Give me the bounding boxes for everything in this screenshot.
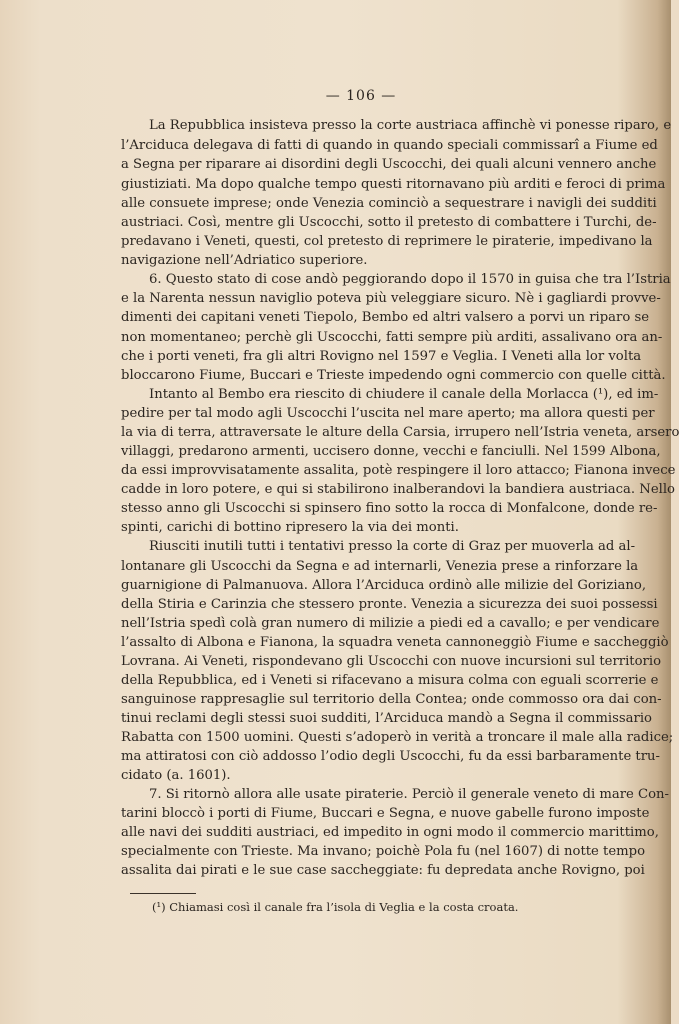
- text-line: tarini bloccò i porti di Fiume, Buccari e Segna, e nuove gabelle furono imposte: [121, 806, 650, 821]
- text-line: alle navi dei sudditi austriaci, ed impedito in ogni modo il commercio marittimo,: [121, 825, 659, 840]
- text-line: sanguinose rappresaglie sul territorio della Contea; onde commosso ora dai con-: [121, 692, 662, 707]
- text-line: non momentaneo; perchè gli Uscocchi, fatti sempre più arditi, assalivano ora an-: [121, 330, 663, 345]
- text-line: navigazione nell’Adriatico superiore.: [121, 253, 368, 268]
- text-line: spinti, carichi di bottino ripresero la via dei monti.: [121, 520, 459, 535]
- footnote: (¹) Chiamasi così il canale fra l’isola di Veglia e la costa croata.: [152, 900, 519, 914]
- text-line: Intanto al Bembo era riescito di chiudere il canale della Morlacca (¹), ed im-: [149, 387, 659, 402]
- text-line: dimenti dei capitani veneti Tiepolo, Bembo ed altri valsero a porvi un riparo se: [121, 310, 650, 325]
- text-line: stesso anno gli Uscocchi si spinsero fino sotto la rocca di Monfalcone, donde re-: [121, 501, 658, 516]
- text-line: della Repubblica, ed i Veneti si rifacevano a misura colma con eguali scorrerie e: [121, 673, 659, 688]
- text-line: pedire per tal modo agli Uscocchi l’uscita nel mare aperto; ma allora questi per: [121, 406, 655, 421]
- text-line: l’Arciduca delegava di fatti di quando in quando speciali commissarî a Fiume ed: [121, 138, 658, 153]
- text-line: predavano i Veneti, questi, col pretesto di reprimere le piraterie, impedivano la: [121, 234, 653, 249]
- text-line: giustiziati. Ma dopo qualche tempo questi ritornavano più arditi e feroci di prima: [121, 177, 666, 192]
- text-line: Rabatta con 1500 uomini. Questi s’adoperò in verità a troncare il male alla radice;: [121, 730, 674, 745]
- text-line: 7. Si ritornò allora alle usate piraterie. Perciò il generale veneto di mare Con-: [149, 787, 670, 802]
- text-line: lontanare gli Uscocchi da Segna e ad internarli, Venezia prese a rinforzare la: [121, 559, 639, 574]
- text-line: cidato (a. 1601).: [121, 768, 231, 783]
- text-line: Lovrana. Ai Veneti, rispondevano gli Uscocchi con nuove incursioni sul territorio: [121, 654, 662, 669]
- text-line: e la Narenta nessun naviglio poteva più veleggiare sicuro. Nè i gagliardi provve-: [121, 291, 661, 306]
- text-line: La Repubblica insisteva presso la corte austriaca affinchè vi ponesse riparo, e: [149, 118, 672, 133]
- text-line: alle consuete imprese; onde Venezia cominciò a sequestrare i navigli dei sudditi: [121, 196, 657, 211]
- text-line: specialmente con Trieste. Ma invano; poichè Pola fu (nel 1607) di notte tempo: [121, 844, 646, 859]
- text-line: tinui reclami degli stessi suoi sudditi, l’Arciduca mandò a Segna il commissario: [121, 711, 652, 726]
- text-line: che i porti veneti, fra gli altri Rovigno nel 1597 e Veglia. I Veneti alla lor volta: [121, 349, 642, 364]
- text-line: l’assalto di Albona e Fianona, la squadra veneta cannoneggiò Fiume e saccheggiò: [121, 635, 669, 650]
- text-line: bloccarono Fiume, Buccari e Trieste impedendo ogni commercio con quelle città.: [121, 368, 666, 383]
- text-line: da essi improvvisatamente assalita, potè respingere il loro attacco; Fianona invece: [121, 463, 676, 478]
- text-line: della Stiria e Carinzia che stessero pronte. Venezia a sicurezza dei suoi possessi: [121, 597, 658, 612]
- text-line: Riusciti inutili tutti i tentativi presso la corte di Graz per muoverla ad al-: [149, 539, 636, 554]
- text-line: la via di terra, attraversate le alture della Carsia, irrupero nell’Istria veneta, arsero: [121, 425, 679, 440]
- text-line: guarnigione di Palmanuova. Allora l’Arciduca ordinò alle milizie del Goriziano,: [121, 578, 647, 593]
- text-line: 6. Questo stato di cose andò peggiorando dopo il 1570 in guisa che tra l’Istria: [149, 272, 671, 287]
- page-number: — 106 —: [325, 88, 397, 104]
- text-line: ma attiratosi con ciò addosso l’odio degli Uscocchi, fu da essi barbaramente tru-: [121, 749, 660, 764]
- text-line: nell’Istria spedì colà gran numero di milizie a piedi ed a cavallo; e per vendicare: [121, 616, 660, 631]
- footnote-rule: [130, 893, 196, 894]
- text-line: assalita dai pirati e le sue case saccheggiate: fu depredata anche Rovigno, poi: [121, 863, 645, 878]
- text-line: a Segna per riparare ai disordini degli Uscocchi, dei quali alcuni vennero anche: [121, 157, 657, 172]
- text-line: austriaci. Così, mentre gli Uscocchi, sotto il pretesto di combattere i Turchi, de-: [121, 215, 657, 230]
- text-line: villaggi, predarono armenti, uccisero donne, vecchi e fanciulli. Nel 1599 Albona,: [121, 444, 661, 459]
- text-line: cadde in loro potere, e qui si stabilirono inalberandovi la bandiera austriaca. Nello: [121, 482, 675, 497]
